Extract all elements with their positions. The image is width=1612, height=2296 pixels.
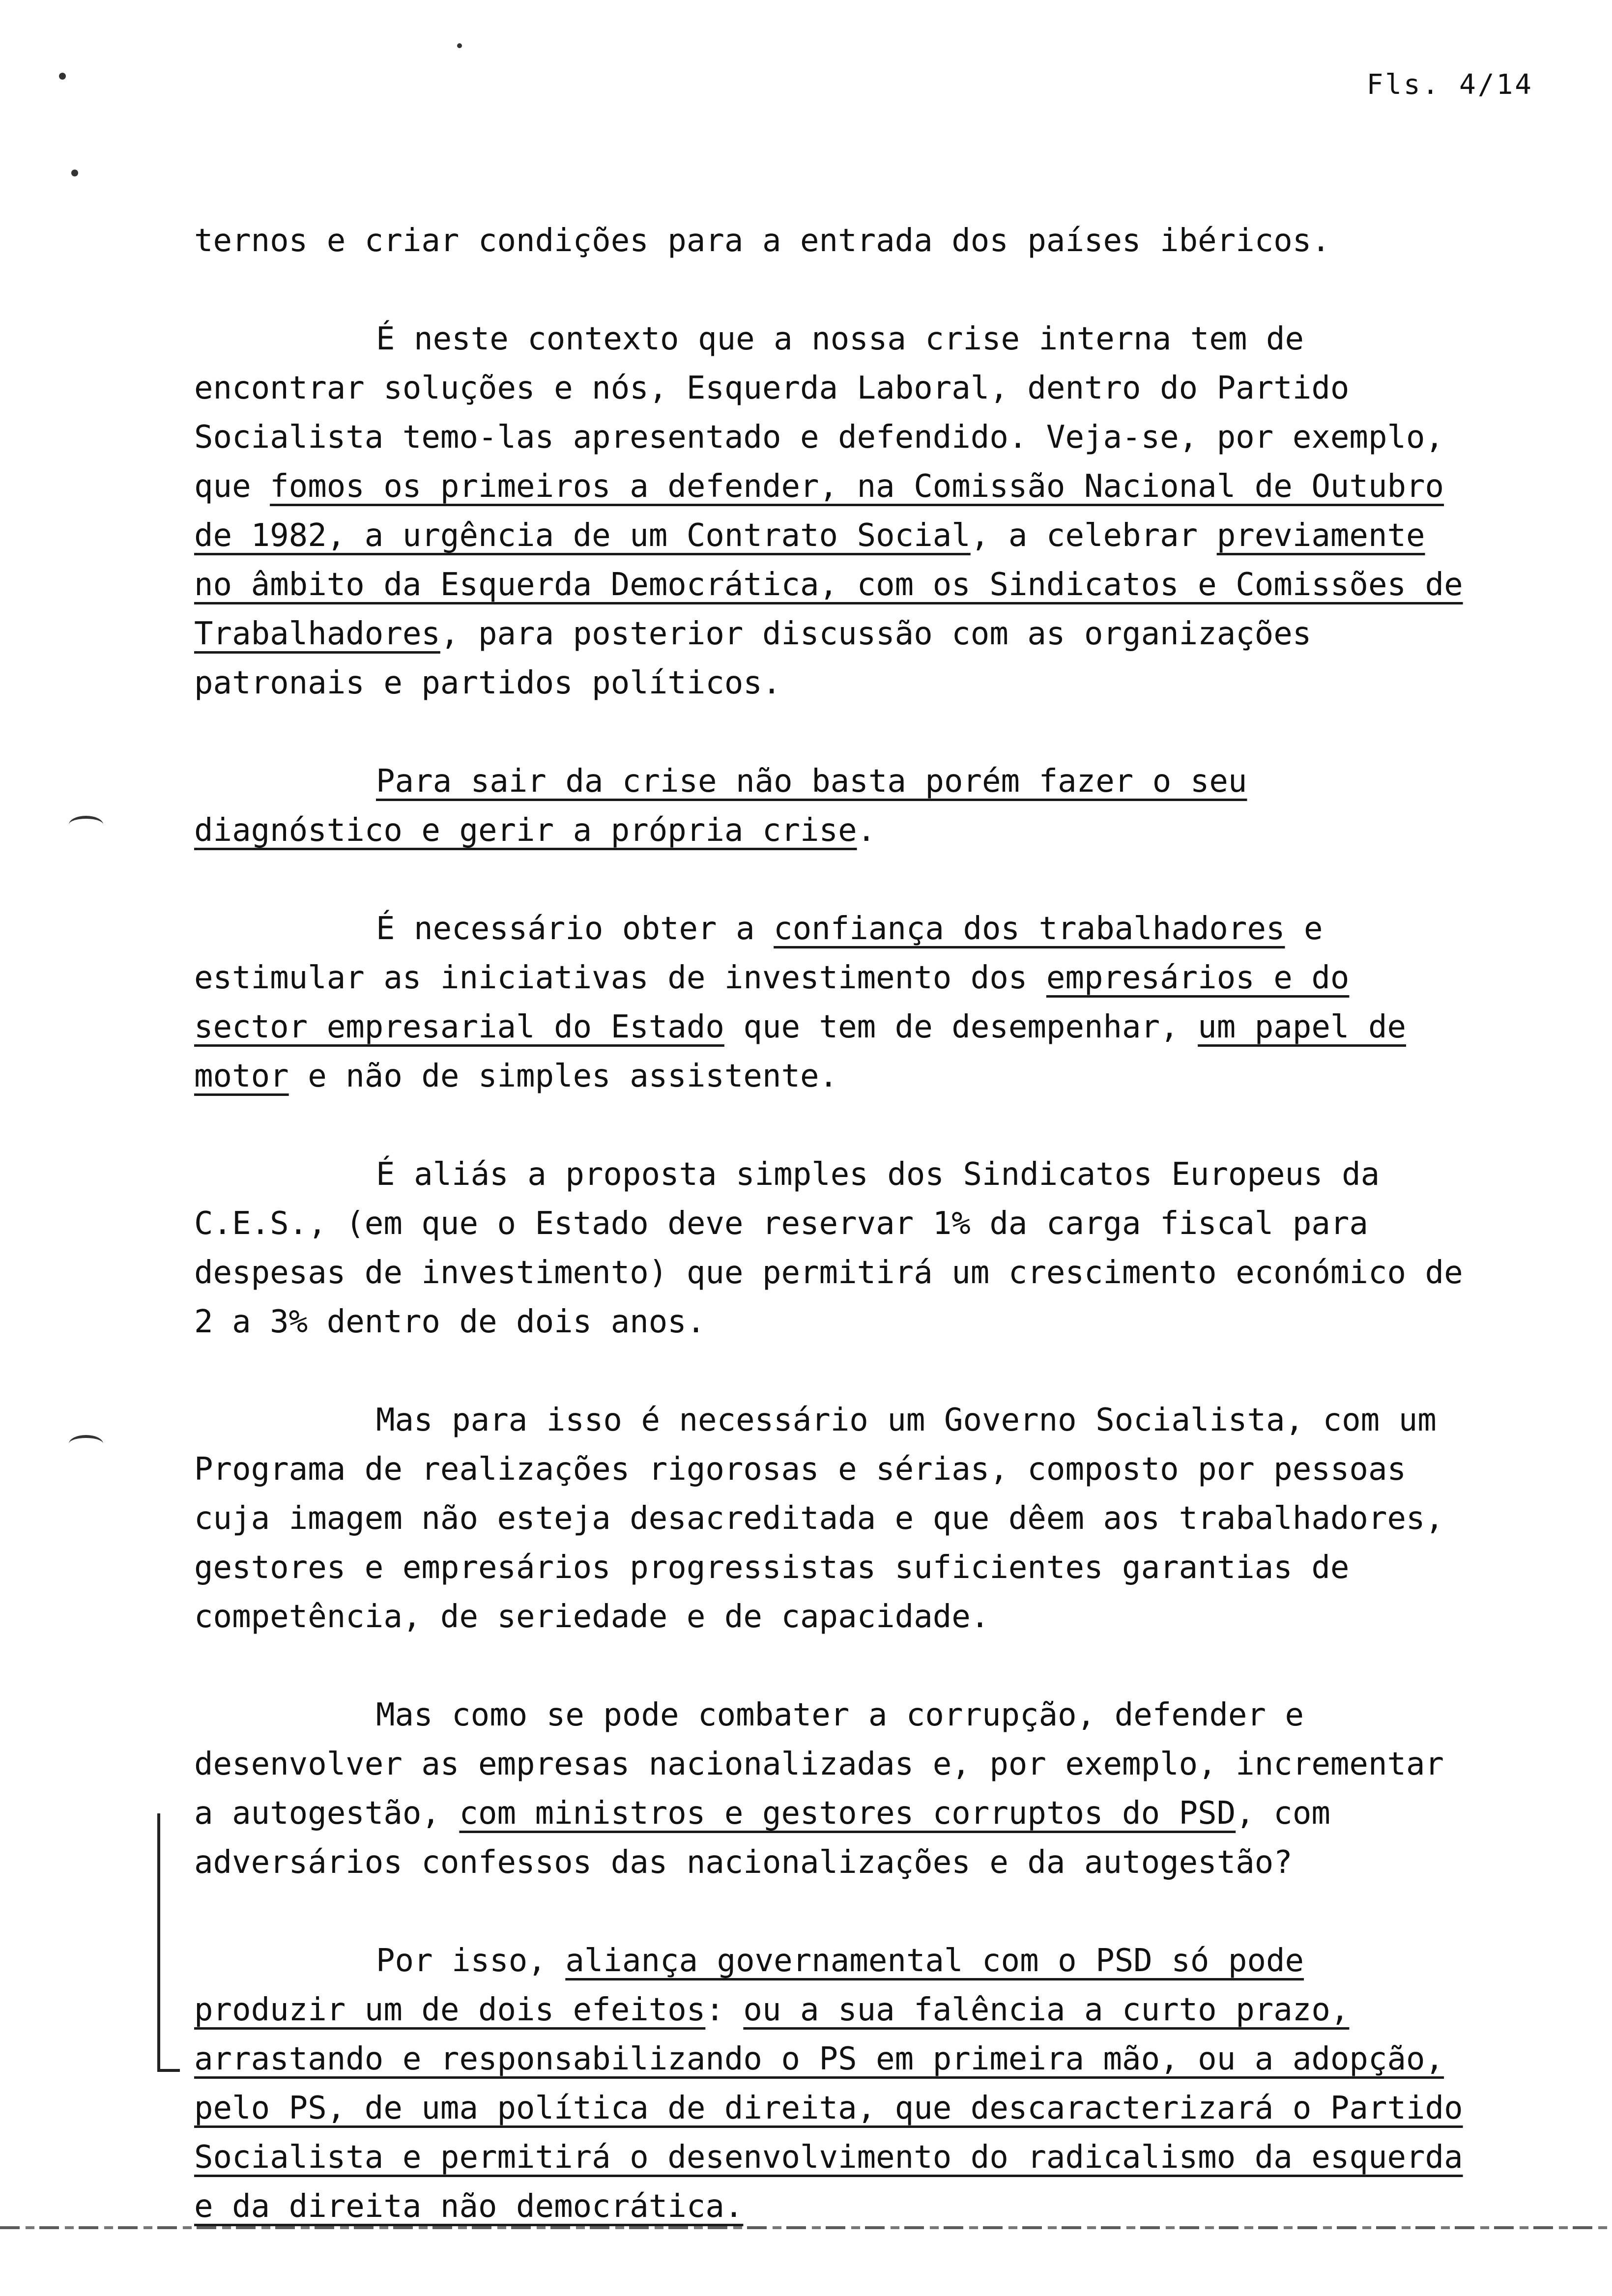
text-segment: Mas como se pode combater a corrupção, defender e desenvolver as empresas nacionalizadas e, por exemplo, incrementar a autogestão, <box>194 1697 1444 1832</box>
scan-speck <box>457 43 462 48</box>
page-folio-number: Fls. 4/14 <box>1366 69 1533 101</box>
text-segment: : <box>705 1992 744 2028</box>
paragraph <box>194 1936 1467 2231</box>
text-segment: É necessário obter a <box>376 911 774 947</box>
text-segment: Mas para isso é necessário um Governo Socialista, com um Programa de realizações rigorosas e sérias, composto por pessoas cuja imagem não esteja desacreditada e que dêem aos trabalhadores, gestores e empresários progressistas suficientes garantias de competência, de seriedade e de capacidade. <box>194 1402 1444 1635</box>
paragraph <box>194 1396 1467 1641</box>
text-segment: e não de simples assistente. <box>288 1058 838 1094</box>
text-segment: É aliás a proposta simples dos Sindicatos Europeus da C.E.S., (em que o Estado deve reservar 1% da carga fiscal para despesas de investimento) que permitirá um crescimento económico de 2 a 3% dentro de dois anos. <box>194 1156 1463 1340</box>
text-segment: É neste contexto que a nossa crise interna tem de encontrar soluções e nós, Esquerda Laboral, dentro do Partido Socialista temo-las apresentado e defendido. Veja-se, por exemplo, que <box>194 321 1444 505</box>
underlined-text: fomos os primeiros a defender, na Comissão Nacional de Outubro de 1982, a urgência de um Contrato Social <box>194 468 1444 554</box>
text-segment: que tem de desempenhar, <box>724 1009 1198 1045</box>
text-segment: e estimular as iniciativas de investimento dos <box>194 911 1323 996</box>
paragraph <box>194 315 1467 708</box>
underlined-text: Para sair da crise não basta porém fazer o seu diagnóstico e gerir a própria crise <box>194 763 1247 849</box>
text-segment: Por isso, <box>376 1943 566 1979</box>
underlined-text: aliança governamental com o PSD só pode produzir um de dois efeitos <box>194 1943 1304 2028</box>
scan-speck <box>59 73 66 80</box>
margin-hook-mark <box>69 1435 103 1453</box>
text-segment: , com adversários confessos das nacionalizações e da autogestão? <box>194 1795 1330 1881</box>
underlined-text: empresários e do sector empresarial do Estado <box>194 960 1350 1045</box>
paragraph <box>194 1691 1467 1887</box>
text-segment: , para posterior discussão com as organizações patronais e partidos políticos. <box>194 616 1312 701</box>
paragraph <box>194 904 1467 1101</box>
scan-speck <box>71 170 78 176</box>
underlined-text: com ministros e gestores corruptos do PSD <box>459 1795 1236 1832</box>
text-segment: . <box>857 812 876 849</box>
letter-body-text <box>194 216 1467 2231</box>
scan-bottom-edge <box>0 2226 1612 2229</box>
text-segment: ternos e criar condições para a entrada dos países ibéricos. <box>194 223 1330 259</box>
margin-bracket-mark <box>157 1813 180 2072</box>
paragraph <box>194 757 1467 855</box>
underlined-text: ou a sua falência a curto prazo, arrastando e responsabilizando o PS em primeira mão, ou a adopção, pelo PS, de uma política de direita, que descaracterizará o Partido Socialista e permitirá o desenvolvimento do radicalismo da esquerda e da direita não democrática. <box>194 1992 1463 2225</box>
underlined-text: previamente no âmbito da Esquerda Democrática, com os Sindicatos e Comissões de Trabalhadores <box>194 517 1463 652</box>
underlined-text: um papel de motor <box>194 1009 1406 1094</box>
underlined-text: confiança dos trabalhadores <box>774 911 1285 947</box>
text-segment: , a celebrar <box>970 517 1217 554</box>
paragraph <box>194 216 1467 265</box>
paragraph <box>194 1150 1467 1347</box>
margin-hook-mark <box>69 816 103 833</box>
